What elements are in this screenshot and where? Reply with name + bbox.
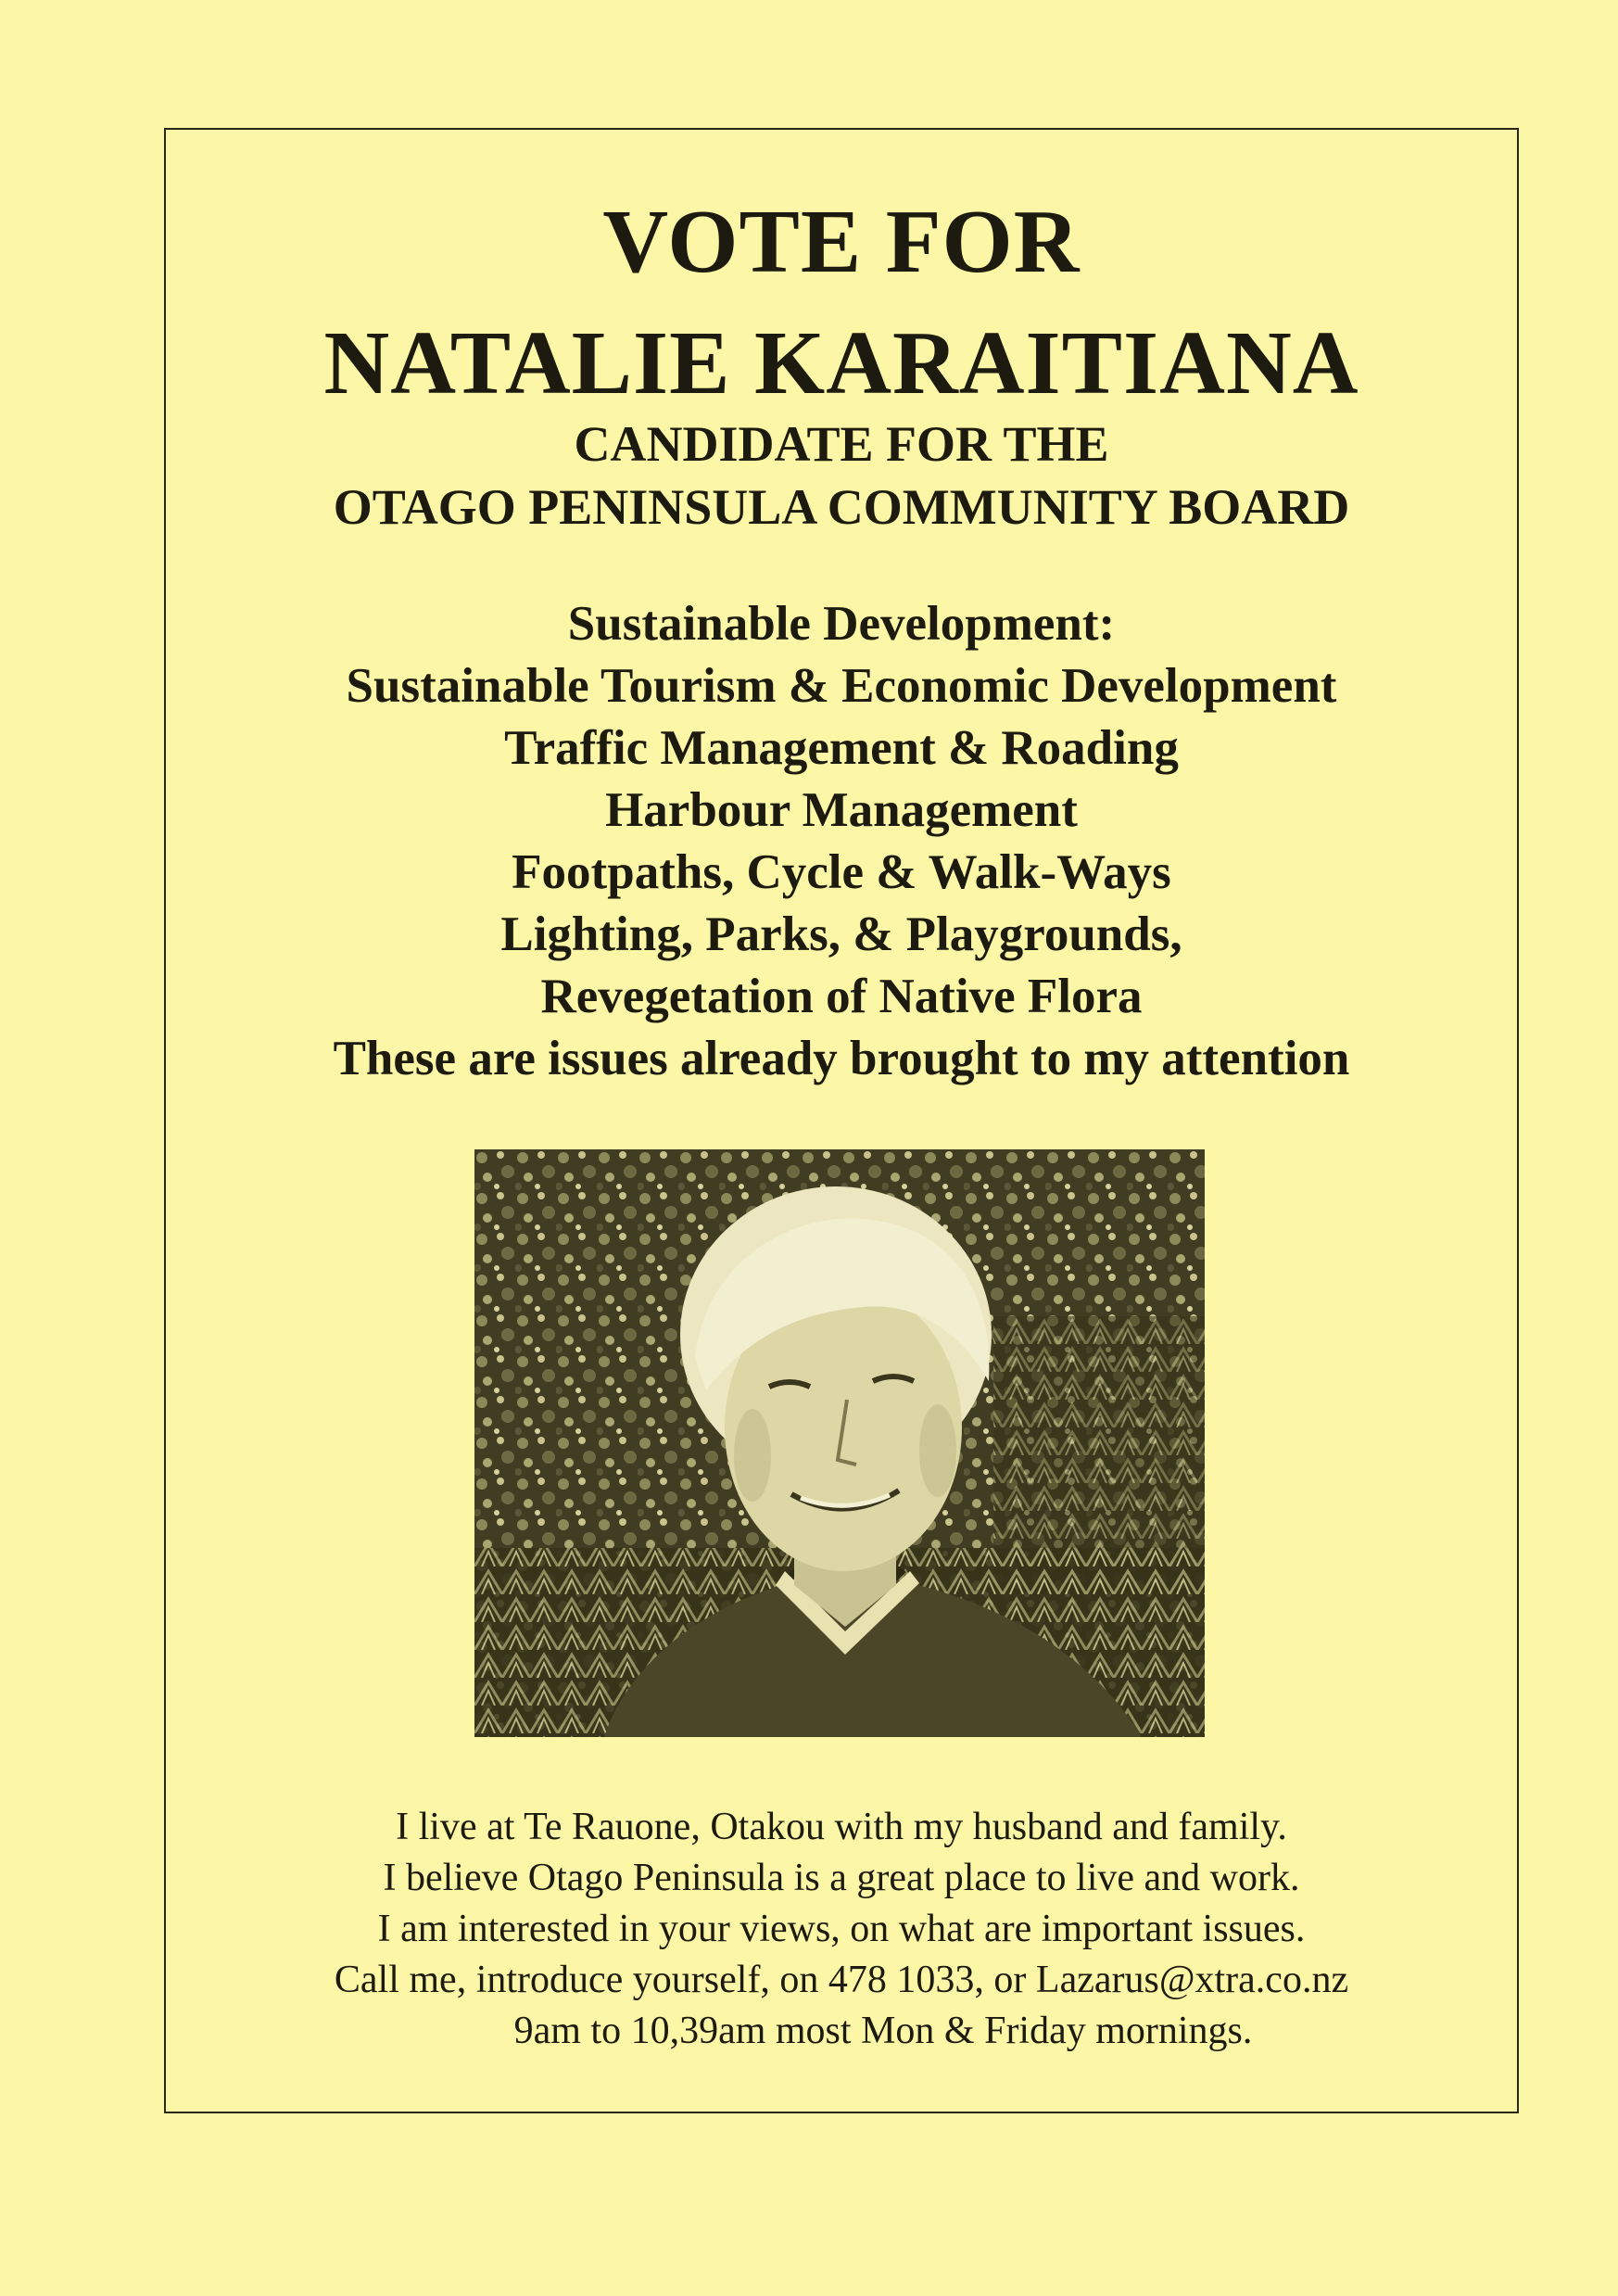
bio-line-residence: I live at Te Rauone, Otakou with my husband and family. xyxy=(396,1806,1287,1848)
bio-line-availability: 9am to 10,39am most Mon & Friday mornings. xyxy=(513,2010,1253,2052)
issue-item: Sustainable Tourism & Economic Development xyxy=(346,659,1337,713)
issues-closing-statement: These are issues already brought to my attention xyxy=(333,1032,1350,1085)
issues-heading: Sustainable Development: xyxy=(567,597,1116,651)
headline-candidate-name: NATALIE KARAITIANA xyxy=(323,313,1359,413)
issue-item: Lighting, Parks, & Playgrounds, xyxy=(500,907,1182,961)
issue-item: Harbour Management xyxy=(605,783,1078,837)
bio-line-belief: I believe Otago Peninsula is a great place to live and work. xyxy=(383,1857,1300,1899)
bio-line-interest: I am interested in your views, on what are important issues. xyxy=(377,1908,1306,1950)
subheading-candidate-for: CANDIDATE FOR THE xyxy=(574,416,1109,472)
issues-list xyxy=(164,593,1519,1090)
issue-item: Traffic Management & Roading xyxy=(504,721,1179,775)
issue-item: Footpaths, Cycle & Walk-Ways xyxy=(512,845,1171,899)
bio-line-contact: Call me, introduce yourself, on 478 1033, or Lazarus@xtra.co.nz xyxy=(334,1959,1349,2001)
headline-vote-for: VOTE FOR xyxy=(602,192,1081,292)
candidate-bio xyxy=(164,1802,1519,2057)
issue-item: Revegetation of Native Flora xyxy=(540,970,1143,1023)
candidate-photo xyxy=(474,1149,1205,1737)
subheading-board-name: OTAGO PENINSULA COMMUNITY BOARD xyxy=(333,479,1350,535)
